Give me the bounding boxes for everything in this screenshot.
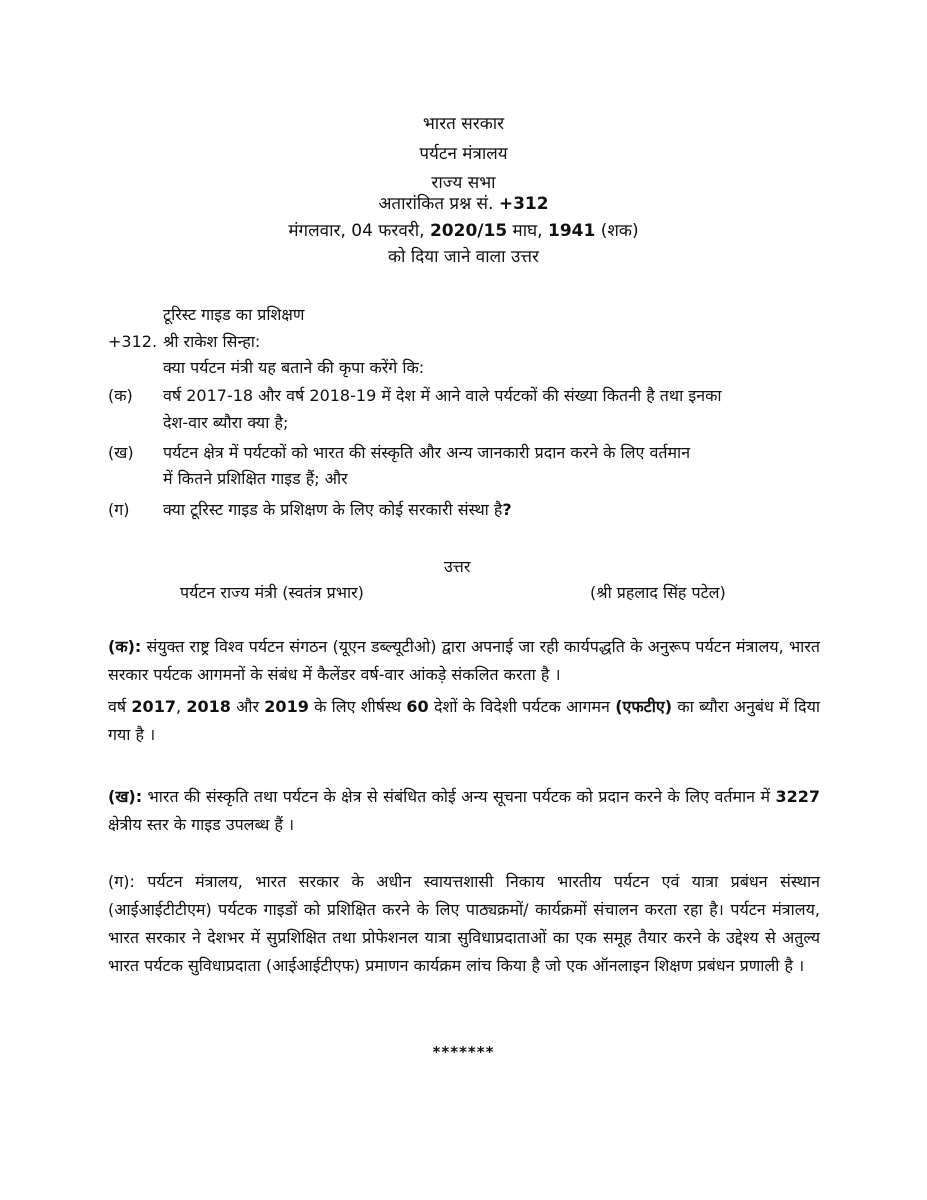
text-run: का ब्यौरा अनुबंध में दिया गया है ।	[108, 697, 821, 744]
header-answer-line: को दिया जाने वाला उत्तर	[387, 247, 540, 267]
text-run: और	[230, 697, 265, 716]
answer-ka-details	[108, 693, 820, 749]
date-year: 2020/15	[429, 221, 508, 241]
date-saka: (शक)	[595, 221, 639, 241]
answer-ga	[108, 868, 820, 980]
text-run: देशों के विदेशी पर्यटक आगमन	[428, 697, 616, 716]
end-marker: *******	[432, 1043, 495, 1061]
question-part-label: (ख)	[108, 443, 134, 462]
question-part-text	[163, 499, 512, 521]
question-number-prefix: अतारांकित प्रश्न सं.	[378, 194, 499, 214]
question-subject: टूरिस्ट गाइड का प्रशिक्षण	[163, 305, 305, 324]
header-government: भारत सरकार	[422, 114, 505, 134]
year-2017: 2017	[131, 697, 176, 716]
question-part-text: में कितने प्रशिक्षित गाइड हैं; और	[163, 469, 348, 488]
question-number: +312.	[108, 332, 158, 351]
answer-ka-label: (क):	[108, 637, 142, 656]
date-saka-year: 1941	[547, 221, 596, 241]
question-mark: ?	[502, 500, 512, 519]
year-2019: 2019	[264, 697, 309, 716]
header-ministry: पर्यटन मंत्रालय	[419, 144, 508, 164]
answer-kha	[108, 783, 820, 839]
answer-kha-label: (ख):	[108, 787, 143, 806]
text-run: क्षेत्रीय स्तर के गाइड उपलब्ध हैं ।	[108, 815, 295, 834]
year-2018: 2018	[186, 697, 231, 716]
date-month: माघ,	[507, 221, 548, 241]
text-run: ,	[175, 697, 187, 716]
minister-name: (श्री प्रहलाद सिंह पटेल)	[590, 583, 726, 602]
question-part-text: पर्यटन क्षेत्र में पर्यटकों को भारत की संस्कृति और अन्य जानकारी प्रदान करने के लिए वर्तमान	[163, 443, 691, 462]
text-run: वर्ष	[108, 697, 132, 716]
answer-ka-text: संयुक्त राष्ट्र विश्व पर्यटन संगठन (यूएन डब्ल्यूटीओ) द्वारा अपनाई जा रही कार्यपद्धति के अनुरूप पर्यटन मंत्रालय, भारत सरकार पर्यटक आगमनों के संबंध में कैलेंडर वर्ष-वार आंकड़े संकलित करता है ।	[108, 637, 820, 684]
question-part-text: देश-वार ब्यौरा क्या है;	[163, 413, 289, 432]
minister-designation: पर्यटन राज्य मंत्री (स्वतंत्र प्रभार)	[180, 583, 364, 602]
question-intro: क्या पर्यटन मंत्री यह बताने की कृपा करेंगे कि:	[163, 358, 425, 377]
count-3227: 3227	[775, 787, 820, 806]
answer-heading: उत्तर	[444, 557, 471, 576]
answer-ga-text: पर्यटन मंत्रालय, भारत सरकार के अधीन स्वायत्तशासी निकाय भारतीय पर्यटन एवं यात्रा प्रबंधन संस्थान (आईआईटीटीएम) पर्यटक गाइडों को प्रशिक्षित करने के लिए पाठ्यक्रमों/ कार्यक्रमों संचालन करता रहा है। पर्यटन मंत्रालय, भारत सरकार ने देशभर में सुप्रशिक्षित तथा प्रोफेशनल यात्रा सुविधाप्रदाताओं का एक समूह तैयार करने के उद्देश्य से अतुल्य भारत पर्यटक सुविधाप्रदाता (आईआईटीएफ) प्रमाणन कार्यक्रम लांच किया है जो एक ऑनलाइन शिक्षण प्रबंधन प्रणाली है ।	[108, 872, 820, 975]
text-run: के लिए शीर्षस्थ	[308, 697, 407, 716]
header-date	[0, 220, 927, 242]
question-number-value: +312	[498, 194, 549, 214]
question-part-label: (क)	[108, 386, 133, 405]
count-60: 60	[406, 697, 429, 716]
question-member: श्री राकेश सिन्हा:	[163, 332, 261, 351]
date-day: मंगलवार, 04 फरवरी,	[288, 221, 430, 241]
question-part-line: क्या टूरिस्ट गाइड के प्रशिक्षण के लिए कोई सरकारी संस्था है	[163, 500, 503, 519]
question-part-text: वर्ष 2017-18 और वर्ष 2018-19 में देश में आने वाले पर्यटकों की संख्या कितनी है तथा इनका	[163, 386, 722, 405]
header-question-number	[0, 193, 927, 215]
text-run: भारत की संस्कृति तथा पर्यटन के क्षेत्र से संबंधित कोई अन्य सूचना पर्यटक को प्रदान करने के लिए वर्तमान में	[142, 787, 776, 806]
header-house: राज्य सभा	[431, 173, 496, 193]
answer-ka	[108, 633, 820, 689]
answer-ga-label: (ग):	[108, 872, 135, 891]
question-part-label: (ग)	[108, 500, 130, 519]
fta-abbr: (एफटीए)	[615, 697, 673, 716]
